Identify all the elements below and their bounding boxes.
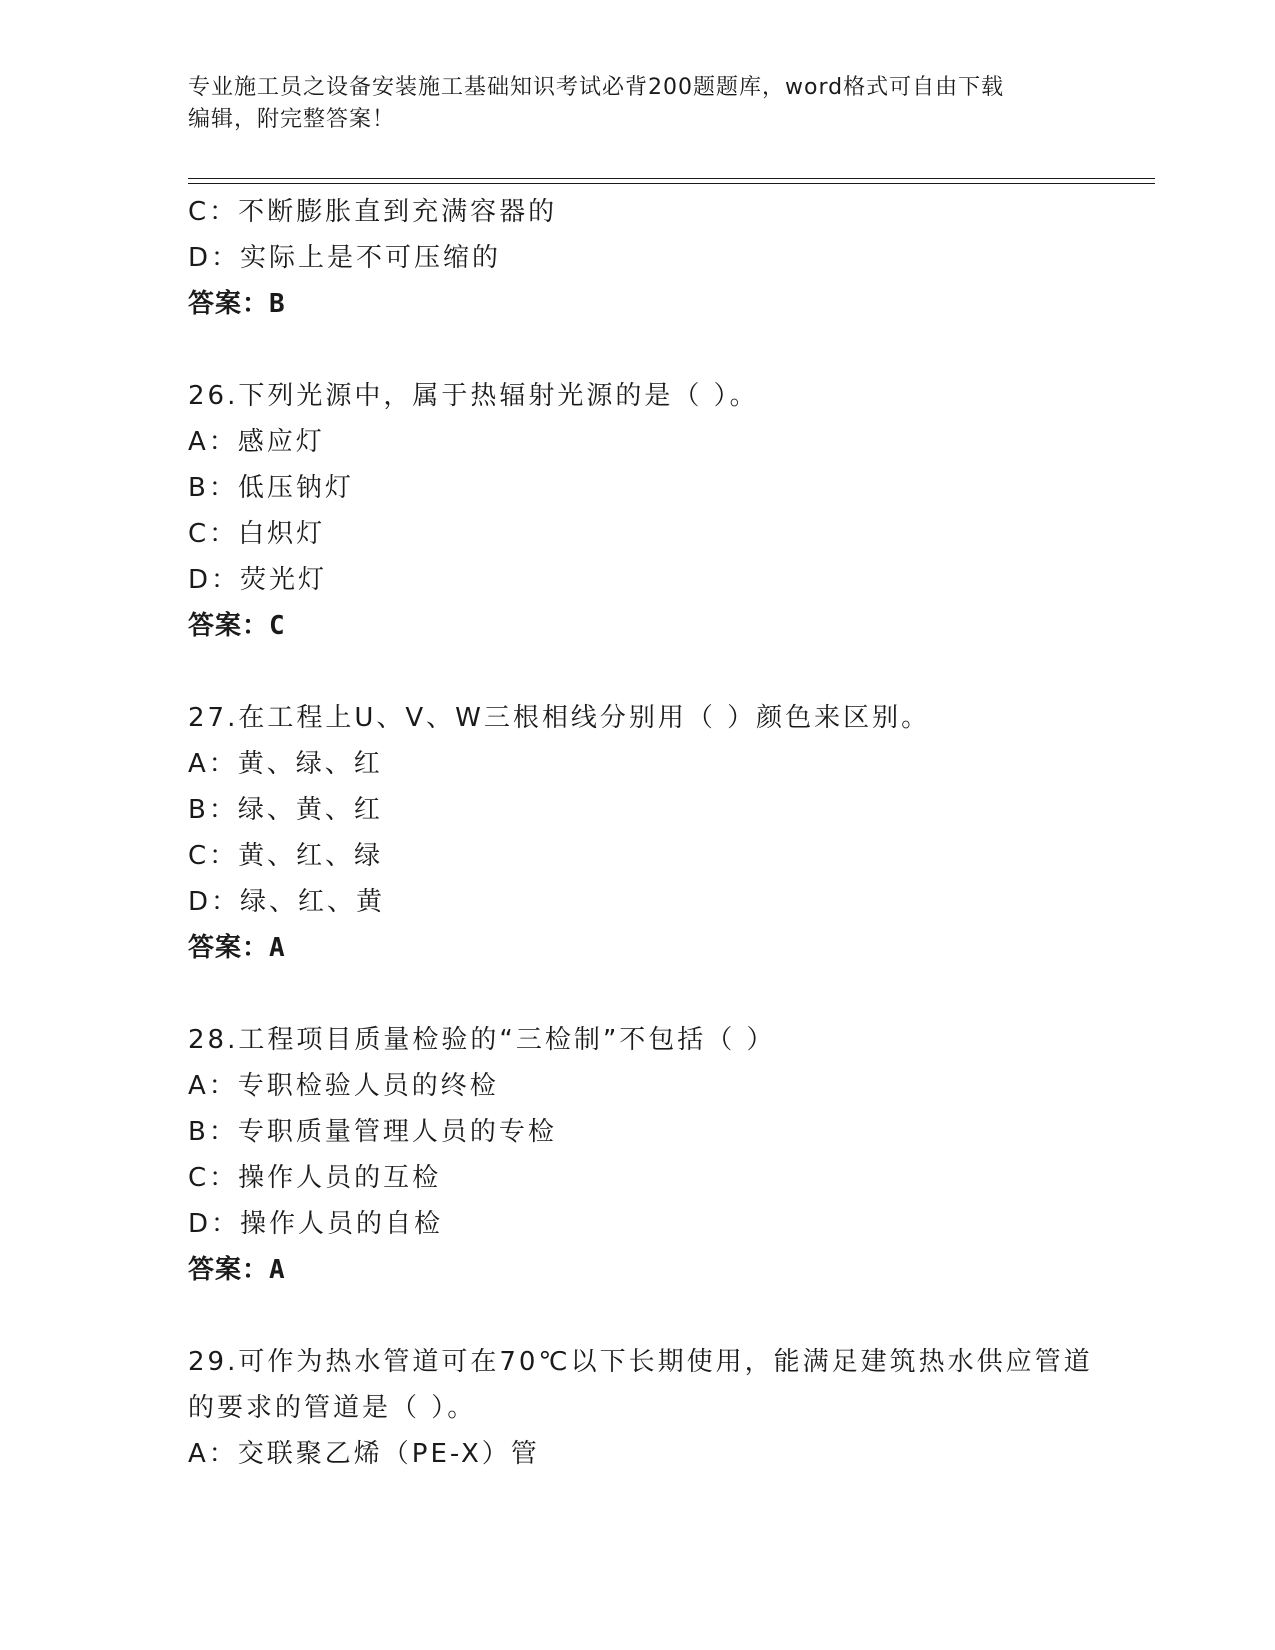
option-c: C：白炽灯 (188, 519, 326, 549)
header-title-line-2: 编辑，附完整答案！ (188, 107, 396, 132)
question-text: 27.在工程上U、V、W三根相线分别用（ ）颜色来区别。 (188, 703, 931, 733)
question-text-line-2: 的要求的管道是（ ）。 (188, 1393, 477, 1423)
option-c: C：不断膨胀直到充满容器的 (188, 197, 558, 227)
answer-line: 答案：B (188, 289, 286, 319)
option-a: A：感应灯 (188, 427, 325, 457)
question-spacer (188, 649, 1088, 695)
option-d: D：绿、红、黄 (188, 887, 386, 917)
header-title-line-1: 专业施工员之设备安装施工基础知识考试必背200题题库，word格式可自由下载 (188, 75, 1005, 100)
question-25-tail (188, 189, 1088, 327)
question-28 (188, 1017, 1088, 1293)
option-c: C：操作人员的互检 (188, 1163, 442, 1193)
question-text-line-1: 29.可作为热水管道可在70℃以下长期使用，能满足建筑热水供应管道 (188, 1347, 1093, 1377)
question-spacer (188, 327, 1088, 373)
answer-line: 答案：A (188, 933, 286, 963)
header-divider-bottom (188, 183, 1155, 184)
option-c: C：黄、红、绿 (188, 841, 384, 871)
option-d: D：实际上是不可压缩的 (188, 243, 502, 273)
question-list (188, 189, 1093, 1477)
question-spacer (188, 1293, 1088, 1339)
question-26 (188, 373, 1088, 649)
answer-line: 答案：A (188, 1255, 286, 1285)
header-divider-top (188, 178, 1155, 179)
option-b: B：专职质量管理人员的专检 (188, 1117, 557, 1147)
option-d: D：荧光灯 (188, 565, 328, 595)
question-text: 26.下列光源中，属于热辐射光源的是（ ）。 (188, 381, 759, 411)
question-spacer (188, 971, 1088, 1017)
option-b: B：低压钠灯 (188, 473, 354, 503)
question-27 (188, 695, 1088, 971)
question-29 (188, 1339, 1093, 1477)
option-b: B：绿、黄、红 (188, 795, 383, 825)
option-a: A：黄、绿、红 (188, 749, 383, 779)
question-text: 28.工程项目质量检验的“三检制”不包括（ ） (188, 1025, 776, 1055)
answer-line: 答案：C (188, 611, 286, 641)
option-d: D：操作人员的自检 (188, 1209, 444, 1239)
option-a: A：专职检验人员的终检 (188, 1071, 499, 1101)
option-a: A：交联聚乙烯（PE-X）管 (188, 1439, 540, 1469)
document-header (188, 72, 1068, 136)
